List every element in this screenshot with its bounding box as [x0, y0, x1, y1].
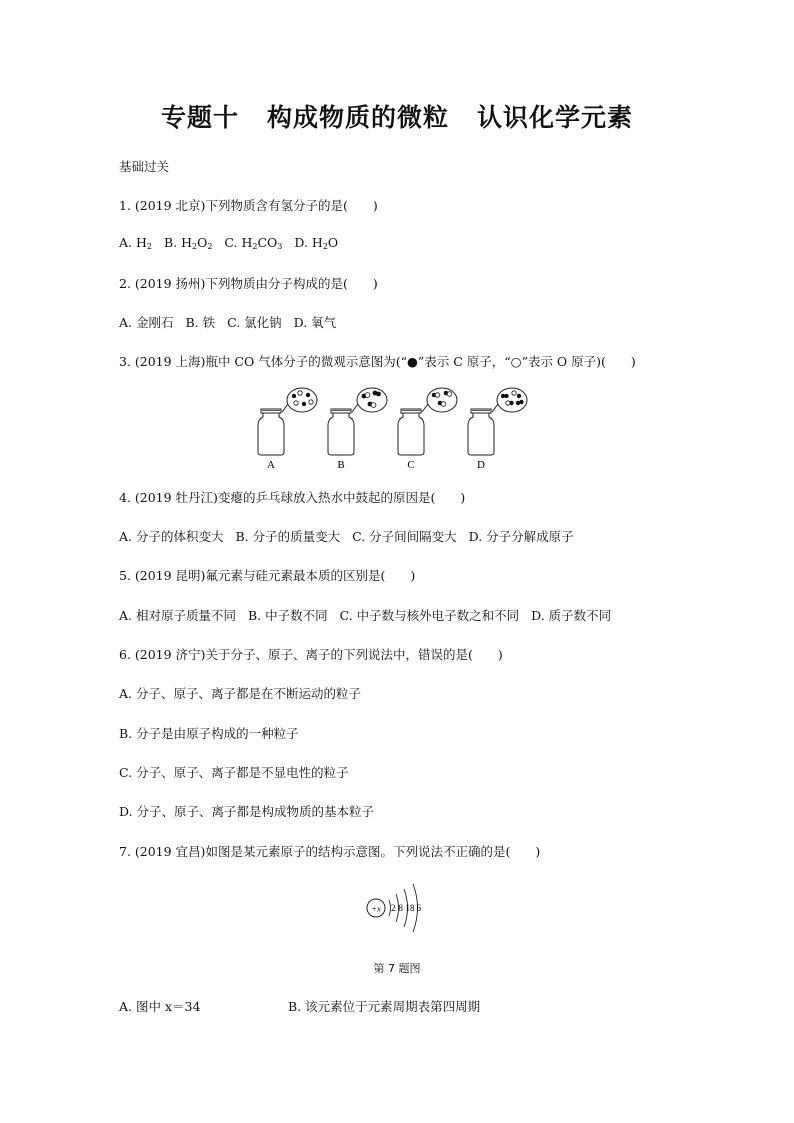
jar-d-label: D — [477, 459, 485, 471]
question-1-stem: 1. (2019 北京)下列物质含有氢分子的是( ) — [119, 198, 378, 213]
jar-b-icon — [328, 388, 387, 455]
q1-option-c: C. $H_2CO_3$ — [224, 235, 283, 251]
q2-option-b: B. 铁 — [185, 315, 216, 330]
jar-c-label: C — [407, 459, 415, 471]
question-4-stem: 4. (2019 牡丹江)变瘪的乒乓球放入热水中鼓起的原因是( ) — [119, 490, 466, 505]
jar-d-icon — [468, 388, 527, 455]
shell-4-count: 6 — [416, 903, 421, 913]
title-part-1: 专题十 — [160, 103, 239, 132]
question-5-stem: 5. (2019 昆明)氟元素与硅元素最本质的区别是( ) — [119, 568, 416, 583]
q5-option-b: B. 中子数不同 — [247, 608, 328, 623]
shell-1-count: 2 — [391, 903, 396, 913]
gas-jars-figure — [250, 384, 550, 474]
q4-option-b: B. 分子的质量变大 — [235, 529, 341, 544]
jar-b-label: B — [337, 459, 345, 471]
shell-3-count: 18 — [405, 903, 415, 913]
q6-option-b: B. 分子是由原子构成的一种粒子 — [119, 726, 299, 741]
nucleus-label: +x — [371, 903, 381, 914]
question-3-stem: 3. (2019 上海)瓶中 CO 气体分子的微观示意图为(“●”表示 C 原子，“○”表示 O 原子)( ) — [119, 354, 636, 369]
q4-option-a: A. 分子的体积变大 — [119, 529, 224, 544]
q5-option-d: D. 质子数不同 — [531, 608, 612, 623]
q2-option-d: D. 氧气 — [293, 315, 337, 330]
jar-a-label: A — [267, 459, 275, 471]
q1-option-d: D. $H_2O$ — [294, 235, 339, 251]
jar-a-icon — [258, 388, 317, 455]
question-7-stem: 7. (2019 宜昌)如图是某元素原子的结构示意图。下列说法不正确的是( ) — [119, 844, 541, 859]
question-4-options — [119, 527, 582, 545]
question-5-options — [119, 606, 619, 624]
page-title — [0, 98, 794, 134]
q6-option-d: D. 分子、原子、离子都是构成物质的基本粒子 — [119, 804, 375, 819]
section-heading: 基础过关 — [119, 159, 170, 174]
q1-option-a: A. $H_2$ — [119, 235, 152, 251]
q6-option-a: A. 分子、原子、离子都是在不断运动的粒子 — [119, 686, 361, 701]
shell-2-count: 8 — [398, 903, 403, 913]
q1-option-b: B. $H_2O_2$ — [163, 235, 213, 251]
q7-option-b: B. 该元素位于元素周期表第四周期 — [288, 999, 481, 1014]
jar-c-icon — [398, 388, 457, 455]
atom-structure-diagram — [360, 878, 440, 938]
q4-option-c: C. 分子间间隔变大 — [352, 529, 457, 544]
title-part-3: 认识化学元素 — [477, 103, 634, 132]
q4-option-d: D. 分子分解成原子 — [468, 529, 574, 544]
q2-option-a: A. 金刚石 — [119, 315, 174, 330]
q5-option-a: A. 相对原子质量不同 — [119, 608, 236, 623]
question-1-options — [119, 235, 346, 251]
q5-option-c: C. 中子数与核外电子数之和不同 — [339, 608, 520, 623]
q7-option-a: A. 图中 x＝34 — [119, 999, 201, 1014]
title-part-2: 构成物质的微粒 — [266, 103, 449, 132]
q2-option-c: C. 氯化钠 — [227, 315, 282, 330]
figure-7-caption: 第 7 题图 — [373, 962, 421, 975]
q6-option-c: C. 分子、原子、离子都是不显电性的粒子 — [119, 765, 349, 780]
question-2-options — [119, 313, 344, 331]
question-6-stem: 6. (2019 济宁)关于分子、原子、离子的下列说法中，错误的是( ) — [119, 647, 503, 662]
question-2-stem: 2. (2019 扬州)下列物质由分子构成的是( ) — [119, 276, 378, 291]
